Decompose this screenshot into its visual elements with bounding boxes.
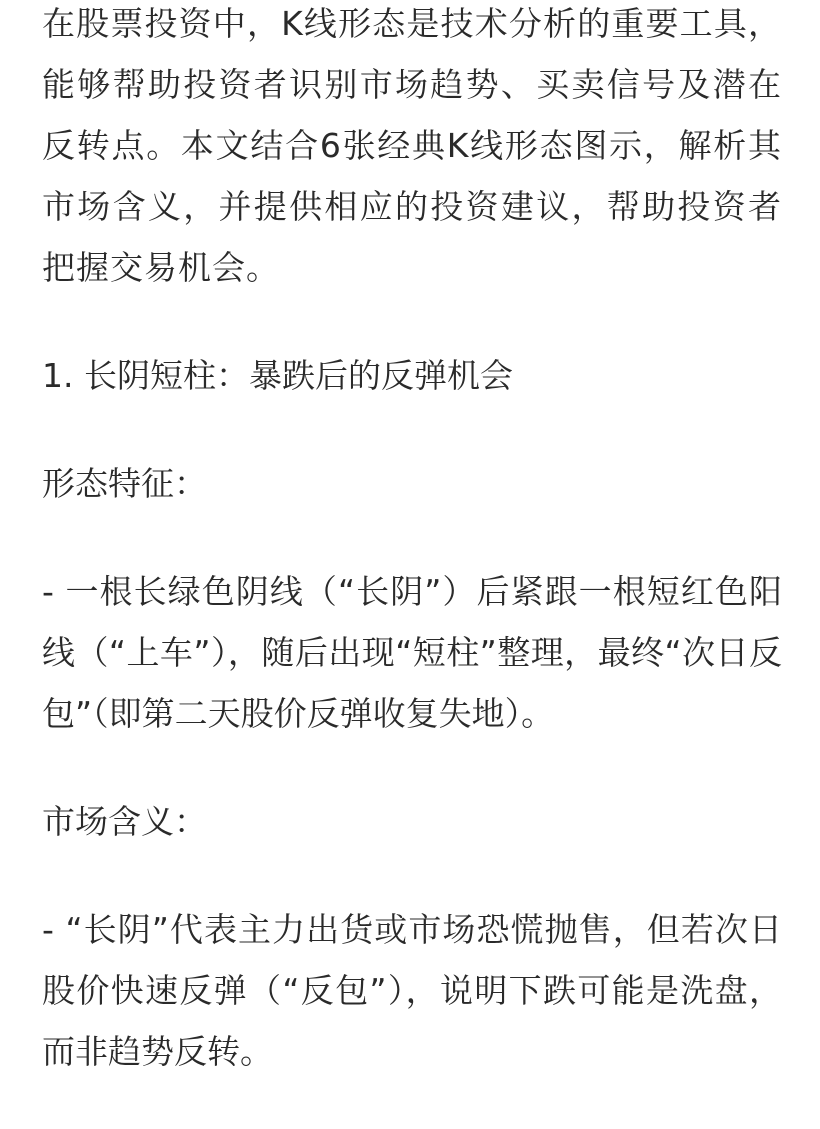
meaning-paragraph: - “长阴”代表主力出货或市场恐慌抛售，但若次日股价快速反弹（“反包”），说明下跌可能是洗盘，而非趋势反转。 bbox=[42, 910, 782, 1071]
features-paragraph: - 一根长绿色阴线（“长阴”）后紧跟一根短红色阳线（“上车”），随后出现“短柱”整理，最终“次日反包”（即第二天股价反弹收复失地）。 bbox=[42, 572, 782, 733]
intro-paragraph: 在股票投资中，K线形态是技术分析的重要工具，能够帮助投资者识别市场趋势、买卖信号及潜在反转点。本文结合6张经典K线形态图示，解析其市场含义，并提供相应的投资建议，帮助投资者把握交易机会。 bbox=[42, 4, 782, 287]
article-body bbox=[42, 0, 782, 1129]
section-heading: 1. 长阴短柱：暴跌后的反弹机会 bbox=[42, 356, 513, 395]
features-label: 形态特征： bbox=[42, 464, 207, 503]
meaning-label: 市场含义： bbox=[42, 802, 207, 841]
